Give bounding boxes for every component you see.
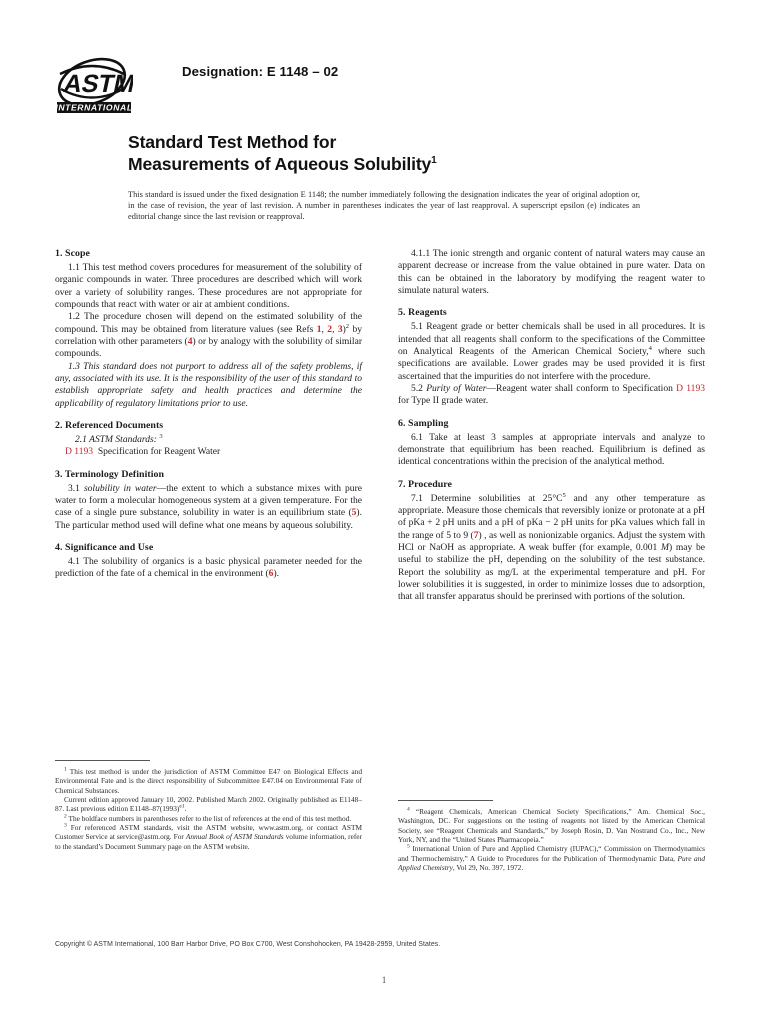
footnote-marker-2: 2 bbox=[345, 322, 350, 330]
symbol-molarity: M bbox=[661, 541, 669, 553]
paragraph-1-3: 1.3 This standard does not purport to address all of the safety problems, if any, associated with its use. It is the responsibility of the user of this standard to establish appropriate safety and health practices and determine the applicability of regulatory limitations prior to use. bbox=[55, 360, 362, 409]
section-heading-sampling: 6. Sampling bbox=[398, 417, 449, 429]
subsection-astm-standards bbox=[55, 434, 362, 446]
paragraph-1-1: 1.1 This test method covers procedures for measurement of the solubility of organic compounds in water. Three procedures are described which will work over a variety of solubility ranges. These procedures are not appropriate for compounds that react with water or air at ambient conditions. bbox=[55, 261, 362, 310]
section-heading-procedure: 7. Procedure bbox=[398, 478, 452, 490]
paragraph-7-1: 7.1 Determine solubilities at 25°C$^5$ and any other temperature as appropriate. Measure those chemicals that reversibly ionize or protonate at a pH of pKa + 2 pH units and a pH of pKa − 2 pH units for pKa values which fall in the range of 5 to 9 (7) , as well as nonionizable organics. Adjust the system with HCl or NaOH as appropriate. A weak buffer (for example, 0.001 M) may be useful to stabilize the pH, depending on the solubility of the test substance. Report the solubility as mg/L at the experimental temperature and pH. For lower solubilities it is suggested, in order to minimize losses due to adsorption, that all transfer apparatus should be prerinsed with portions of the solution. bbox=[398, 491, 706, 603]
footnote-edition-note: Current edition approved January 10, 2002. Published March 2002. Originally published as E1148–87. Last previous edition $E1148-87(1993)^{e1}$. bbox=[55, 795, 362, 814]
reference-link-5[interactable]: 5 bbox=[351, 507, 357, 519]
footnote-marker-5: 5 bbox=[562, 491, 566, 499]
reference-link-3[interactable]: 3 bbox=[337, 323, 343, 335]
issue-note: This standard is issued under the fixed designation E 1148; the number immediately following the designation indicates the year of original adoption or, in the case of revision, the year of last revision. A number in parentheses indicates the year of last reapproval. A superscript epsilon (e) indicates an editorial change since the last revision or reapproval. bbox=[128, 190, 640, 221]
paragraph-5-1: 5.1 Reagent grade or better chemicals shall be used in all procedures. It is intended that all reagents shall conform to the specifications of the Committee on Analytical Reagents of the American Chemical Society,$^4$ where such specifications are available. Lower grades may be used provided it is first ascertained that the impurities do not interfere with the procedure. bbox=[398, 321, 705, 382]
designation-line: Designation: E 1148 – 02 bbox=[182, 64, 339, 79]
title-line-2-text: Measurements of Aqueous Solubility bbox=[128, 153, 432, 174]
standard-link-d1193-inline[interactable]: D 1193 bbox=[676, 383, 705, 394]
page-number: 1 bbox=[381, 975, 387, 985]
reference-link-1[interactable]: 1 bbox=[316, 323, 322, 335]
page-title bbox=[128, 132, 718, 175]
left-column bbox=[55, 248, 362, 581]
paragraph-1-2: 1.2 The procedure chosen will depend on the estimated solubility of the compound. This may be obtained from literature values (see Refs 1, 2, 3)$^2$ by correlation with other parameters (4) or by analogy with the solubility of similar compounds. bbox=[55, 311, 363, 360]
footnote-number-5: 5 bbox=[407, 843, 410, 850]
svg-text:INTERNATIONAL: INTERNATIONAL bbox=[55, 102, 133, 113]
section-heading-significance-and-use: 4. Significance and Use bbox=[55, 541, 154, 553]
publication-title-pure-applied-chem: Pure and Applied Chemistry bbox=[398, 853, 706, 873]
reference-link-7[interactable]: 7 bbox=[473, 529, 479, 541]
section-heading-reagents: 5. Reagents bbox=[398, 307, 447, 319]
svg-text:ASTM: ASTM bbox=[61, 70, 133, 98]
reference-link-2[interactable]: 2 bbox=[327, 323, 333, 335]
term-solubility-in-water: solubility in water bbox=[83, 482, 157, 494]
title-line-2 bbox=[128, 154, 718, 176]
title-footnote-marker: 1 bbox=[431, 154, 437, 166]
reference-link-4[interactable]: 4 bbox=[187, 335, 193, 347]
epsilon-superscript: e1 bbox=[179, 803, 185, 810]
standard-title-d1193: Specification for Reagent Water bbox=[97, 446, 221, 458]
footnote-number-2: 2 bbox=[64, 813, 67, 820]
footnote-separator-rule bbox=[55, 760, 150, 761]
footnote-1: $^1$ This test method is under the jurisdiction of ASTM Committee E47 on Biological Effects and Environmental Fate and is the direct responsibility of Subcommittee E47.04 on Environmental Fate of Chemical Substances. bbox=[55, 766, 362, 795]
section-heading-scope: 1. Scope bbox=[55, 248, 90, 259]
astm-logo bbox=[55, 56, 133, 118]
term-purity-of-water: Purity of Water bbox=[426, 383, 487, 394]
paragraph-4-1: 4.1 The solubility of organics is a basic physical parameter needed for the prediction of the fate of a chemical in the environment (6). bbox=[55, 555, 362, 580]
right-column bbox=[398, 248, 705, 604]
footnote-separator-rule-right bbox=[398, 800, 493, 801]
paragraph-6-1: 6.1 Take at least 3 samples at appropriate intervals and analyze to demonstrate that equilibrium has been reached. Equilibrium is defined as identical concentrations within the precision of the analytical method. bbox=[398, 431, 705, 468]
footnote-marker-3: 3 bbox=[159, 432, 163, 440]
section-heading-terminology: 3. Terminology Definition bbox=[55, 468, 165, 480]
left-column-footnotes bbox=[55, 760, 362, 851]
right-column-footnotes bbox=[398, 800, 705, 872]
reference-link-6[interactable]: 6 bbox=[268, 568, 274, 580]
footnote-marker-4: 4 bbox=[648, 344, 652, 352]
footnote-2: $^2$ The boldface numbers in parentheses refer to the list of references at the end of this test method. bbox=[64, 813, 352, 823]
paragraph-5-2: 5.2 Purity of Water—Reagent water shall conform to Specification D 1193 for Type II grade water. bbox=[398, 383, 705, 407]
footnote-5: $^5$ International Union of Pure and Applied Chemistry (IUPAC),“ Commission on Thermodynamics and Thermochemistry,” A Guide to Procedures for the Publication of Thermodynamic Data, Pure and Applied Chemistry, Vol 29, No. 397, 1972. bbox=[398, 843, 706, 873]
subsection-astm-standards-label: 2.1 ASTM Standards: bbox=[75, 433, 157, 445]
footnote-4: $^4$ “Reagent Chemicals, American Chemical Society Specifications,” Am. Chemical Soc., Washington, DC. For suggestions on the testing of reagents not listed by the American Chemical Society, see “Reagent Chemicals and Standards,” by Joseph Rosin, D. Van Nostrand Co., Inc., New York, NY, and the “United States Pharmacopeia.” bbox=[398, 806, 705, 845]
footnote-number-1: 1 bbox=[64, 766, 67, 773]
footnote-number-3: 3 bbox=[64, 822, 67, 829]
section-heading-referenced-documents: 2. Referenced Documents bbox=[55, 420, 164, 432]
paragraph-4-1-1: 4.1.1 The ionic strength and organic content of natural waters may cause an apparent decrease or increase from the value obtained in pure water. Data on this can be obtained in the laboratory by modifying the reagent water to simulate natural waters. bbox=[398, 248, 705, 297]
title-line-1: Standard Test Method for bbox=[128, 132, 337, 152]
standard-link-d1193[interactable]: D 1193 bbox=[65, 446, 94, 458]
document-header bbox=[55, 56, 715, 122]
copyright-notice: Copyright © ASTM International, 100 Barr Harbor Drive, PO Box C700, West Conshohocken, PA 19428-2959, United States. bbox=[55, 941, 441, 948]
footnote-3: $^3$ For referenced ASTM standards, visit the ASTM website, www.astm.org, or contact ASTM Customer Service at service@astm.org. For Annual Book of ASTM Standards volume information, refer to the standard’s Document Summary page on the ASTM website. bbox=[55, 822, 362, 851]
paragraph-3-1: 3.1 solubility in water—the extent to which a substance mixes with pure water to form a molecular homogeneous system at a given temperature. For the case of a single pure substance, solubility in water is an equilibrium state (5). The particular method used will define what one means by aqueous solubility. bbox=[55, 482, 362, 531]
footnote-number-4: 4 bbox=[407, 806, 410, 813]
publication-title-annual-book: Annual Book of ASTM Standards bbox=[185, 832, 284, 842]
standard-reference-item bbox=[55, 446, 362, 458]
